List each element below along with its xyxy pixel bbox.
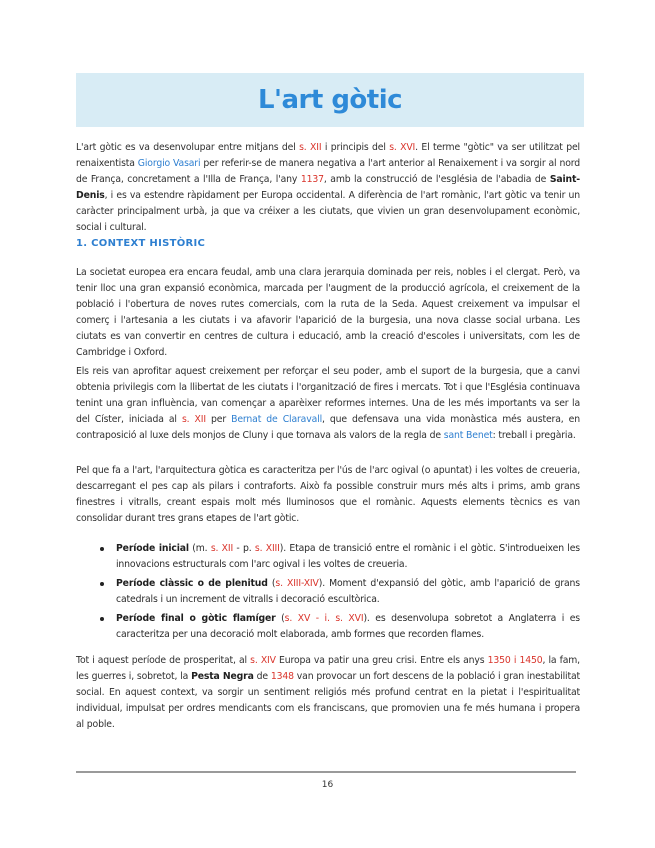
- bullet-icon: [100, 582, 104, 586]
- period-text: - p.: [233, 543, 255, 554]
- century-highlight: s. XVI: [389, 142, 416, 153]
- paragraph-text: , la fam, les guerres i, sobretot, la: [76, 655, 580, 682]
- period-label: Període inicial: [116, 543, 189, 554]
- period-text: (: [267, 578, 276, 589]
- intro-text: . El terme "gòtic" va ser utilitzat pel renaixentista: [76, 142, 580, 169]
- period-text: ). Moment d'expansió del gòtic, amb l'aparició de grans catedrals i un increment de vitralls i decoració escultòrica.: [116, 578, 580, 605]
- context-paragraph-3: Pel que fa a l'art, l'arquitectura gòtica es caracteritza per l'ús de l'arc ogival (o apuntat) i les voltes de creueria, descarregant el pes cap als pilars i contraforts. Això fa possible construir murs més alts i prims, amb grans finestres i vitralls, creant espais molt més lluminosos que el romànic. Aquests elements tècnics es van consolidar durant tres grans etapes de l'art gòtic.: [76, 465, 580, 524]
- paragraph-text: , que defensava una vida monàstica més austera, en contraposició al luxe dels monjos de Cluny i que tornava als valors de la regla de: [76, 414, 580, 441]
- bullet-icon: [100, 547, 104, 551]
- paragraph-text: van provocar un fort descens de la població i gran inestabilitat social. En aquest context, va sorgir un sentiment religiós més profund centrat en la pietat i l'espiritualitat individual, impulsat per ordres mendicants com els franciscans, que promovien una fe més humana i propera al poble.: [76, 671, 581, 730]
- list-item: [100, 576, 580, 608]
- paragraph-text: de: [253, 671, 271, 682]
- event-highlight: Pesta Negra: [191, 671, 254, 682]
- period-text: ). Etapa de transició entre el romànic i el gòtic. S'introdueixen les innovacions estructurals com l'arc ogival i les voltes de creueria.: [116, 543, 580, 570]
- intro-text: per referir-se de manera negativa a l'art anterior al Renaixement i va sorgir al nord de França, concretament a l'Illa de França, l'any: [76, 158, 580, 185]
- footer-divider: [76, 771, 576, 773]
- century-highlight: s. XII: [299, 142, 322, 153]
- paragraph-text: Europa va patir una greu crisi. Entre els anys: [275, 655, 488, 666]
- year-highlight: 1348: [270, 671, 294, 682]
- intro-paragraph: [76, 140, 580, 236]
- periods-list: [100, 541, 580, 646]
- century-highlight: s. XIII: [254, 543, 280, 554]
- context-paragraph-1: La societat europea era encara feudal, amb una clara jerarquia dominada per reis, nobles i el clergat. Però, va tenir lloc una gran expansió econòmica, marcada per l'augment de la producció agrícola, el creixement de la població i l'obertura de noves rutes comercials, com la ruta de la Seda. Aquest creixement va impulsar el comerç i l'artesania a les ciutats i va afavorir l'aparició de la burgesia, una nova classe social urbana. Les ciutats es van convertir en centres de cultura i educació, amb la creació d'escoles i universitats, com les de Cambridge i Oxford.: [76, 267, 580, 358]
- period-label: Període final o gòtic flamíger: [116, 613, 276, 624]
- century-highlight: s. XIV: [250, 655, 276, 666]
- page-number: 16: [321, 780, 334, 790]
- person-highlight: sant Benet: [443, 430, 493, 441]
- period-text: (m.: [188, 543, 211, 554]
- page-title: L'art gòtic: [257, 85, 403, 115]
- person-highlight: Bernat de Claravall: [231, 414, 322, 425]
- paragraph-text: : treball i pregària.: [492, 430, 576, 441]
- section-heading: 1. CONTEXT HISTÒRIC: [76, 238, 206, 249]
- century-highlight: s. XII: [181, 414, 206, 425]
- intro-text: , i es va estendre ràpidament per Europa occidental. A diferència de l'art romànic, l'art gòtic va tenir un caràcter principalment urbà, ja que va créixer a les ciutats, que vivien un gran desenvolupament econòmic, social i cultural.: [76, 190, 580, 233]
- year-highlight: 1350 i 1450: [487, 655, 543, 666]
- place-highlight: Saint-Denis: [76, 174, 580, 201]
- period-text: (: [275, 613, 285, 624]
- person-highlight: Giorgio Vasari: [137, 158, 201, 169]
- intro-text: , amb la construcció de l'església de l'abadia de: [323, 174, 550, 185]
- intro-text: L'art gòtic es va desenvolupar entre mitjans del: [76, 142, 300, 153]
- list-item: [100, 611, 580, 643]
- bullet-icon: [100, 617, 104, 621]
- century-highlight: s. XII: [210, 543, 234, 554]
- period-label: Període clàssic o de plenitud: [116, 578, 268, 589]
- paragraph-text: Tot i aquest període de prosperitat, al: [76, 655, 251, 666]
- paragraph-text: Els reis van aprofitar aquest creixement per reforçar el seu poder, amb el suport de la burgesia, que a canvi obtenia privilegis com la llibertat de les ciutats i l'organització de fires i mercats. Tot i que l'Església continuava tenint una gran influència, van començar a aparèixer reformes internes. Una de les més importants va ser la del Císter, iniciada al: [76, 366, 580, 425]
- title-banner: [76, 73, 584, 127]
- intro-text: i principis del: [321, 142, 390, 153]
- list-item: [100, 541, 580, 573]
- paragraph-text: per: [205, 414, 232, 425]
- closing-paragraph: [76, 653, 580, 733]
- century-highlight: s. XIII-XIV: [275, 578, 319, 589]
- context-paragraph-2: [76, 364, 580, 444]
- year-highlight: 1137: [300, 174, 324, 185]
- century-highlight: s. XV - i. s. XVI: [284, 613, 364, 624]
- period-text: ). es desenvolupa sobretot a Anglaterra i es caracteritza per una decoració molt elaborada, amb formes que recorden flames.: [116, 613, 580, 640]
